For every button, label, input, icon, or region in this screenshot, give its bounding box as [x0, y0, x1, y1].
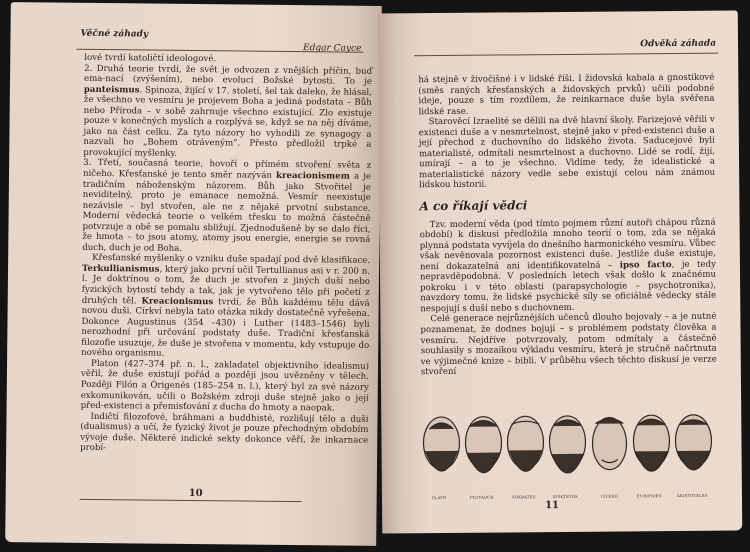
list-item-3: 3. Třetí, současná teorie, hovoří o přímém stvoření světa z ničeho. Křesťanské je tento směr nazýván kreacionismem a je tradičním náboženským názorem. Bůh jako Stvořitel je neviditelný, proto je emanace nemožná. Vesmír neexistuje nezávisle – byl stvořen, ale ne z nějaké prvotní substance. Moderní vědecká teorie o velkém třesku to možná částečně potvrzuje a obě se pomalu sbližují. Zjednodušeně by se dalo říci, že hmota – to jsou atomy, atomy jsou energie, energie se rovná duch, duch je od Boha.	[82, 158, 372, 254]
page-number-left: 10	[188, 487, 203, 500]
portrait-label: SOKRATES	[511, 494, 536, 500]
paragraph: há stejně v živočišné i v lidské říši. I židovská kabala a gnostikové (směs raných křesťanských a židovských prvků) učili podobné ideje, pouze s tím rozdílem, že reinkarnace duše byla svěřena lidské rase.	[418, 72, 715, 117]
portrait-cicero	[592, 417, 626, 469]
running-head-author: Edgar Cayce	[302, 43, 362, 54]
footer-rule	[80, 499, 302, 502]
portrait-aristoteles	[675, 415, 711, 470]
portrait-label: PLUTARCH	[469, 494, 494, 500]
section-heading: A co říkají vědci	[419, 198, 528, 214]
term-kreacionismem: kreacionismem	[276, 170, 350, 182]
list-item-2: 2. Druhá teorie tvrdí, že svět je odvozen z vnějších příčin, buď ema-nací (zvýšením), nebo evolucí Božské bytosti. To je panteismus. Spinoza, žijící v 17. století, šel tak daleko, že hlásal, že všechno ve vesmíru je projevem Boha a jediná podstata – Bůh nebo Příroda – v sobě zahrnuje všechno existující. Zlo existuje pouze v konečných myslích a rozplývá se, když se na něj díváme, jako na část celku. Za tyto názory ho vyhodili ze synagogy a nazvali ho „Bohem otráveným“. Přesto předložil trpké a provokující myšlenky.	[83, 63, 373, 159]
portrait-plato	[423, 417, 459, 471]
right-page	[378, 10, 743, 533]
running-head-right: Odvěká záhada	[640, 38, 717, 50]
paragraph: Indičtí filozofové, bráhmani a buddhisté, rozlišují tělo a duši (dualismus) a učí, že fyzický život je pouze přechodným obdobím vývoje duše. Některé indické sekty dokonce věří, že inkarnace probí-	[80, 411, 369, 454]
left-body-text	[80, 53, 372, 457]
paragraph: Starověcí Izraelité se dělili na dvě hlavní školy. Farizejové věřili v existenci duše a v nesmrtelnost, stejně jako v před-existenci duše a její přechod z duchovního do lidského života. Saducejové byli materialisté, odmítali nesmrtelnost a duchovno. Lidé se rodí, žijí, umírají – a to je všechno. Vidíme tedy, že idealistické a materialistické názory vedle sebe existují celou nám známou lidskou historii.	[418, 114, 716, 191]
term-terkullianismus: Terkullianismus	[81, 263, 160, 275]
running-head-left: Věčné záhady	[80, 28, 149, 40]
portrait-label: EURIPIDES	[636, 493, 662, 499]
top-line: lové tvrdí katoličtí ideologové.	[84, 52, 217, 65]
term-ipso-facto: ipso facto	[619, 259, 672, 271]
term-kreacionismus: Kreacionismus	[141, 296, 214, 307]
portrait-plutarch	[465, 417, 501, 473]
left-page	[5, 2, 382, 546]
portrait-sokrates	[507, 416, 543, 471]
portrait-label: PLATO	[431, 495, 447, 501]
paragraph: Tzv. moderní věda (pod tímto pojmem různí autoři chápou různá období) k diskusi předložila mnoho teorií o tom, zda se nějaká plynná podstata vyvíjela do dnešního harmonického vesmíru. Vůbec však nevěnovala pozornost existenci duše. Jestliže duše existuje, není dokazatelná ani identifikovatelná – ipso facto, je tedy nepravděpodobná. V posledních letech však došlo k značnému pokroku i v této oblasti (parapsychologie – psychotronika), navzdory tomu, že lidské psychické síly se oficiálně vědecky stále nespojují s duší nebo s duchovnem.	[419, 217, 717, 315]
page-number-right: 11	[545, 500, 560, 512]
header-rule	[414, 53, 718, 57]
portrait-label: EPIKTETOS	[552, 493, 578, 500]
portrait-label: ARISTOTELES	[676, 492, 708, 498]
paragraph: Celé generace nejrůznějších učenců dlouho bojovaly – a je nutné poznamenat, že dodnes bojují – s problémem podstaty člověka a vesmíru. Nejdříve potvrzovaly, potom odmítaly a částečně souhlasily s mozaikou výkladu vesmíru, která je stručně načrtnuta ve výjimečné knize – bibli. V průběhu všech těchto diskusí je verze stvoření	[420, 312, 717, 378]
term-panteismus: panteismus	[83, 84, 140, 96]
paragraph: Křesťanské myšlenky o vzniku duše spadají pod dvě klasifikace. Terkullianismus, který jako první učil Tertullianus asi v r. 200 n. l. Je doktrínou o tom, že duch je stvořen z jiných duší nebo fyzických bytostí tehdy a tak, jak je vytvořeno tělo při početí z druhých těl. Kreacionismus tvrdí, že Bůh každému tělu dává novou duši. Církví nebyla tato otázka nikdy dostatečně vyřešena. Dokonce Augustinus (354 –430) i Luther (1483–1546) byli nerozhodní při určování podstaty duše. Tradiční křesťanská filozofie usuzuje, že duše je stvořena v momentu, kdy vstupuje do nového organismu.	[81, 253, 371, 360]
portrait-epiktetos	[549, 416, 585, 473]
philosophers-portraits-illustration	[421, 409, 718, 494]
right-body-text	[418, 73, 717, 378]
paragraph: Platon (427–374 př. n. l., zakladatel objektivního idealismu) věřil, že duše existují pořád a později jsou uvězněny v tělech. Později Filón a Órigenés (185–254 n. l.), který byl za své názory exkomunikován, učili o Božském zdroji duše stejně jako o její před-existenci a přemisťování z ducha do hmoty a naopak.	[80, 358, 370, 414]
portrait-euripides	[633, 415, 669, 471]
portrait-label: CICERO	[600, 493, 619, 499]
